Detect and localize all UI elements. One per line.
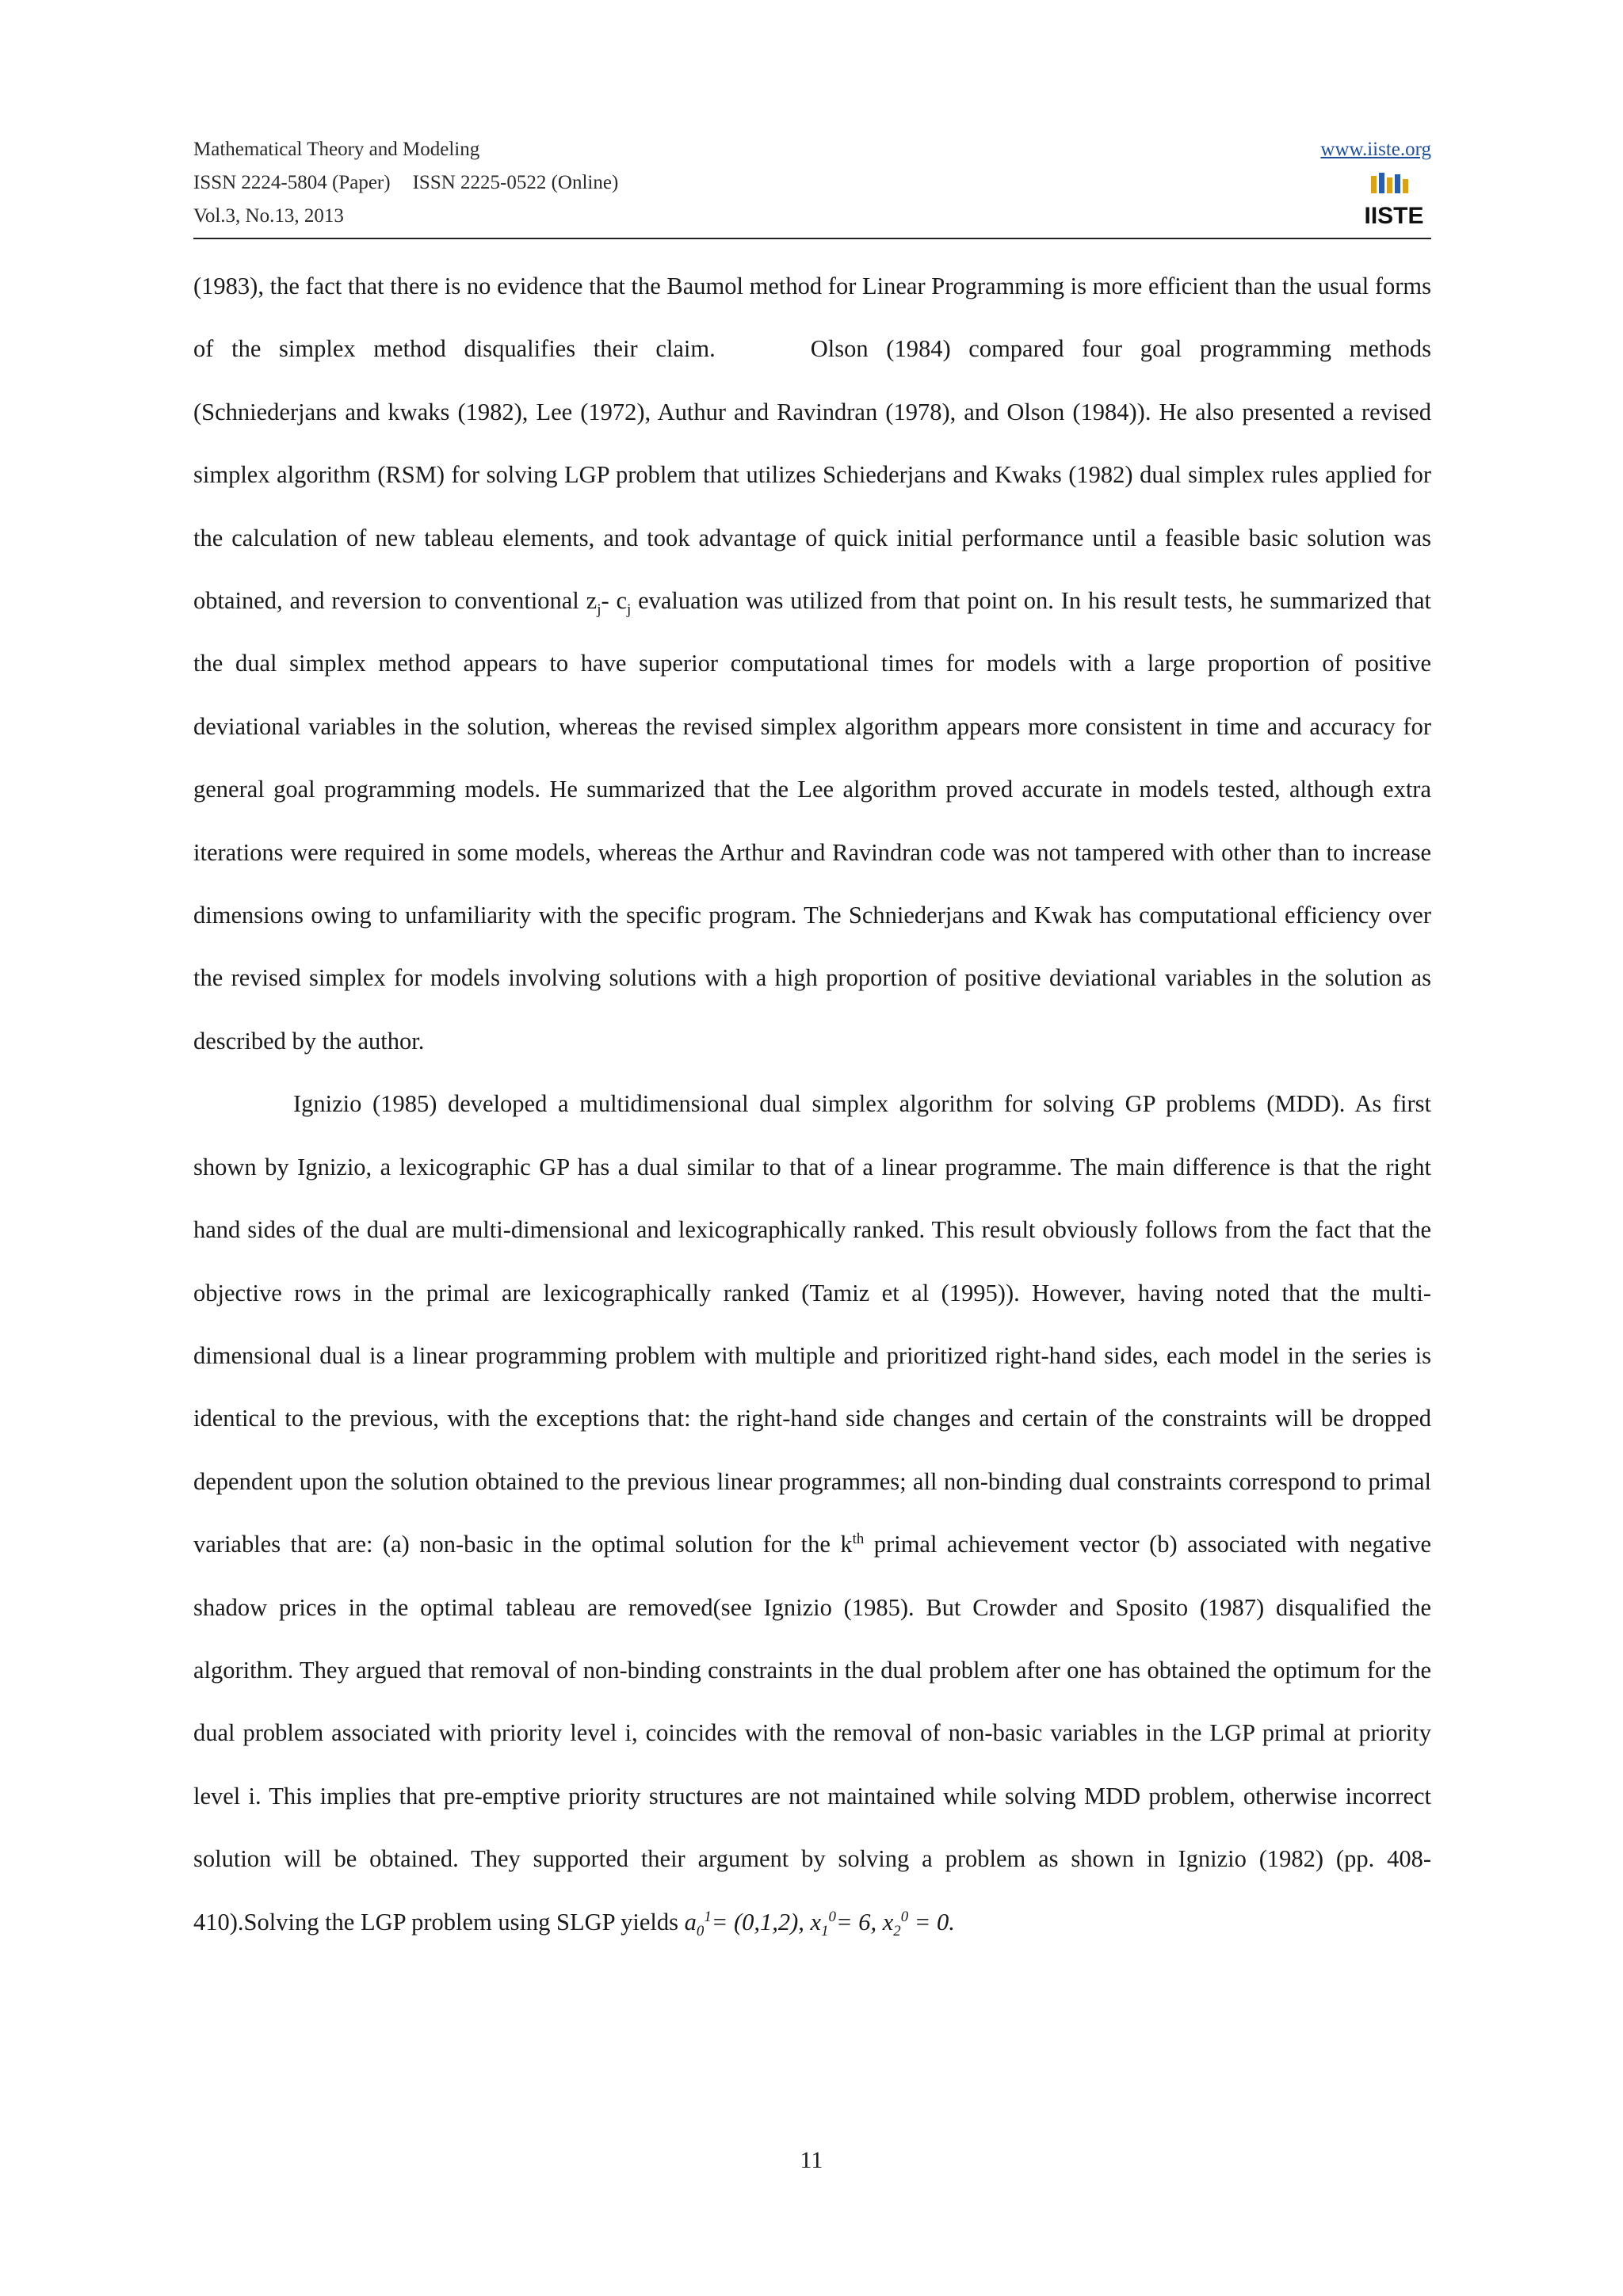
header-divider bbox=[193, 238, 1431, 239]
logo-bar bbox=[1403, 179, 1408, 193]
paragraph-text: evaluation was utilized from that point on. In his result tests, he summarized that the dual simplex method appears to have superior computational times for models with a large proportion of positive deviational variables in the solution, whereas the revised simplex algorithm appears more consistent in time and accuracy for general goal programming models. He summarized that the Lee algorithm proved accurate in models tested, although extra iterations were required in some models, whereas the Arthur and Ravindran code was not tampered with other than to increase dimensions owing to unfamiliarity with the specific program. The Schniederjans and Kwak has computational efficiency over the revised simplex for models involving solutions with a high proportion of positive deviational variables in the solution as described by the author. bbox=[193, 587, 1431, 1055]
logo-bar bbox=[1387, 177, 1392, 193]
journal-title: Mathematical Theory and Modeling bbox=[193, 139, 480, 160]
journal-info bbox=[193, 133, 640, 233]
logo-bar bbox=[1395, 174, 1400, 193]
page-header bbox=[193, 133, 1431, 239]
journal-url-link[interactable]: www.iiste.org bbox=[1320, 139, 1431, 160]
math-zj: z bbox=[586, 587, 598, 615]
issn-paper: ISSN 2224-5804 (Paper) bbox=[193, 172, 391, 193]
subscript: j bbox=[627, 601, 632, 619]
paragraph-text: Olson (1984) compared four goal programming methods (Schniederjans and kwaks (1982), Lee (1972), Authur and Ravindran (1978), and Olson (1984)). He also presented a revised simplex algorithm (RSM) for solving LGP problem that utilizes Schiederjans and Kwaks (1982) dual simplex rules applied for the calculation of new tableau elements, and took advantage of quick initial performance until a feasible basic solution was obtained, and reversion to conventional bbox=[193, 335, 1431, 615]
superscript: th bbox=[852, 1530, 865, 1547]
paragraph-olson bbox=[193, 255, 1431, 1073]
paragraph-text: Ignizio (1985) developed a multidimensional dual simplex algorithm for solving GP problems (MDD). As first shown by Ignizio, a lexicographic GP has a dual similar to that of a linear programme. The main difference is that the right hand sides of the dual are multi-dimensional and lexicographically ranked. This result obviously follows from the fact that the objective rows in the primal are lexicographically ranked (Tamiz et al (1995)). However, having noted that the multi-dimensional dual is a linear programming problem with multiple and prioritized right-hand sides, each model in the series is identical to the previous, with the exceptions that: the right-hand side changes and certain of the constraints will be dropped dependent upon the solution obtained to the previous linear programmes; all non-binding dual constraints correspond to primal variables that are: (a) non-basic in the optimal solution for the k bbox=[193, 1090, 1431, 1558]
math-cj: - c bbox=[601, 587, 627, 615]
paragraph-text: primal achievement vector (b) associated with negative shadow prices in the optimal tableau are removed(see Ignizio (1985). But Crowder and Sposito (1987) disqualified the algorithm. They argued that removal of non-binding constraints in the dual problem after one has obtained the optimum for the dual problem associated with priority level i, coincides with the removal of non-basic variables in the LGP primal at priority level i. This implies that pre-emptive priority structures are not maintained while solving MDD problem, otherwise incorrect solution will be obtained. They supported their argument by solving a problem as shown in Ignizio (1982) (pp. 408-410).Solving the LGP problem using SLGP yields bbox=[193, 1531, 1431, 1936]
logo-bar bbox=[1379, 173, 1384, 193]
issn-online: ISSN 2225-0522 (Online) bbox=[412, 172, 619, 193]
article-body bbox=[193, 255, 1431, 1954]
math-expression: $a_0^1= (0,1,2)$, $x_1^0= 6$, $x_2^0 = 0$. bbox=[684, 1908, 955, 1939]
page-number: 11 bbox=[800, 2147, 823, 2173]
volume-info: Vol.3, No.13, 2013 bbox=[193, 205, 344, 227]
paragraph-text: (1983), the fact that there is no evidence that the Baumol method for Linear Programming is more efficient than the usual forms of the simplex method disqualifies their claim. bbox=[193, 273, 1431, 363]
logo-text: IISTE bbox=[1364, 203, 1424, 229]
subscript: j bbox=[597, 601, 601, 619]
paragraph-ignizio bbox=[193, 1073, 1431, 1954]
iiste-logo-icon bbox=[1364, 173, 1424, 229]
logo-bar bbox=[1371, 176, 1377, 193]
issn-line bbox=[193, 166, 640, 200]
